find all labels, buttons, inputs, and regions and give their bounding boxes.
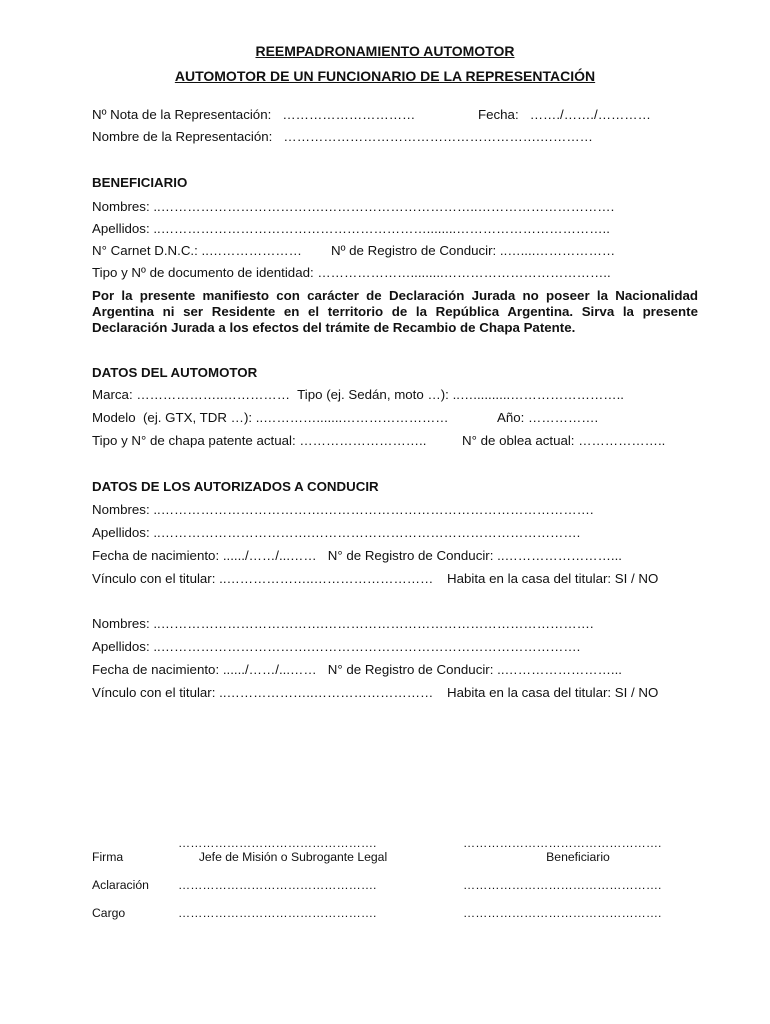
beneficiario-apellidos-field: Apellidos: ..……………………………………………………........…………………………….. <box>92 221 610 236</box>
autorizado-habita-field: Habita en la casa del titular: SI / NO <box>447 685 659 700</box>
beneficiario-cargo-line: …………………………………………. <box>463 906 662 920</box>
autorizado-vinculo-field: Vínculo con el titular: ..………………..……………………… <box>92 685 434 700</box>
automotor-heading: DATOS DEL AUTOMOTOR <box>92 365 258 380</box>
documento-identidad-field: Tipo y Nº de documento de identidad: ………………….........……………………………….. <box>92 265 611 280</box>
marca-tipo-field: Marca: ………………..…………… Tipo (ej. Sedán, moto …): ..…..........…………………….. <box>92 387 624 402</box>
beneficiario-heading: BENEFICIARIO <box>92 175 188 190</box>
modelo-field: Modelo (ej. GTX, TDR …): ..………….......…………………… <box>92 410 449 425</box>
carnet-dnc-field: N° Carnet D.N.C.: ..………………… <box>92 243 302 258</box>
fecha-field: Fecha: ……./……./………… <box>478 107 651 122</box>
oblea-field: N° de oblea actual: ……………….. <box>462 433 666 448</box>
anio-field: Año: ……………. <box>497 410 599 425</box>
autorizados-heading: DATOS DE LOS AUTORIZADOS A CONDUCIR <box>92 479 379 494</box>
firma-label: Firma <box>92 850 124 864</box>
jefe-mision-label: Jefe de Misión o Subrogante Legal <box>198 850 388 864</box>
declaracion-jurada: Por la presente manifiesto con carácter de Declaración Jurada no poseer la Nacionalidad Argentina ni ser Residente en el territorio de la República Argentina. Sirva la presente Declaración Jurada a los efectos del trámite de Recambio de Chapa Patente. <box>92 288 698 335</box>
registro-conducir-field: Nº de Registro de Conducir: ..…....……………… <box>331 243 616 258</box>
autorizado-apellidos-field: Apellidos: ..…………………………….……………………………………………………. <box>92 525 581 540</box>
beneficiario-nombres-field: Nombres: ..……………………………….……………………………..…………………………. <box>92 199 615 214</box>
autorizado-apellidos-field: Apellidos: ..…………………………….……………………………………………………. <box>92 639 581 654</box>
nota-representacion-field: Nº Nota de la Representación: ………………………… <box>92 107 416 122</box>
autorizado-vinculo-field: Vínculo con el titular: ..………………..……………………… <box>92 571 434 586</box>
jefe-aclaracion-line: …………………………………………. <box>178 878 377 892</box>
autorizado-habita-field: Habita en la casa del titular: SI / NO <box>447 571 659 586</box>
form-title: REEMPADRONAMIENTO AUTOMOTOR <box>255 43 515 59</box>
jefe-signature-line: …………………………………………. <box>178 836 377 850</box>
beneficiario-aclaracion-line: …………………………………………. <box>463 878 662 892</box>
aclaracion-label: Aclaración <box>92 878 149 892</box>
autorizado-nacimiento-field: Fecha de nacimiento: ....../……/...…… N° de Registro de Conducir: ..……………………... <box>92 548 622 563</box>
autorizado-nombres-field: Nombres: ..……………………………….……………………………………………………. <box>92 616 594 631</box>
autorizado-nombres-field: Nombres: ..……………………………….……………………………………………………. <box>92 502 594 517</box>
beneficiario-signature-line: …………………………………………. <box>463 836 662 850</box>
beneficiario-label: Beneficiario <box>546 850 610 864</box>
chapa-patente-field: Tipo y N° de chapa patente actual: ……………………….. <box>92 433 427 448</box>
cargo-label: Cargo <box>92 906 126 920</box>
autorizado-nacimiento-field: Fecha de nacimiento: ....../……/...…… N° de Registro de Conducir: ..……………………... <box>92 662 622 677</box>
form-subtitle: AUTOMOTOR DE UN FUNCIONARIO DE LA REPRESENTACIÓN <box>174 68 596 84</box>
nombre-representacion-field: Nombre de la Representación: ………………………………………………….………… <box>92 129 593 144</box>
jefe-cargo-line: …………………………………………. <box>178 906 377 920</box>
